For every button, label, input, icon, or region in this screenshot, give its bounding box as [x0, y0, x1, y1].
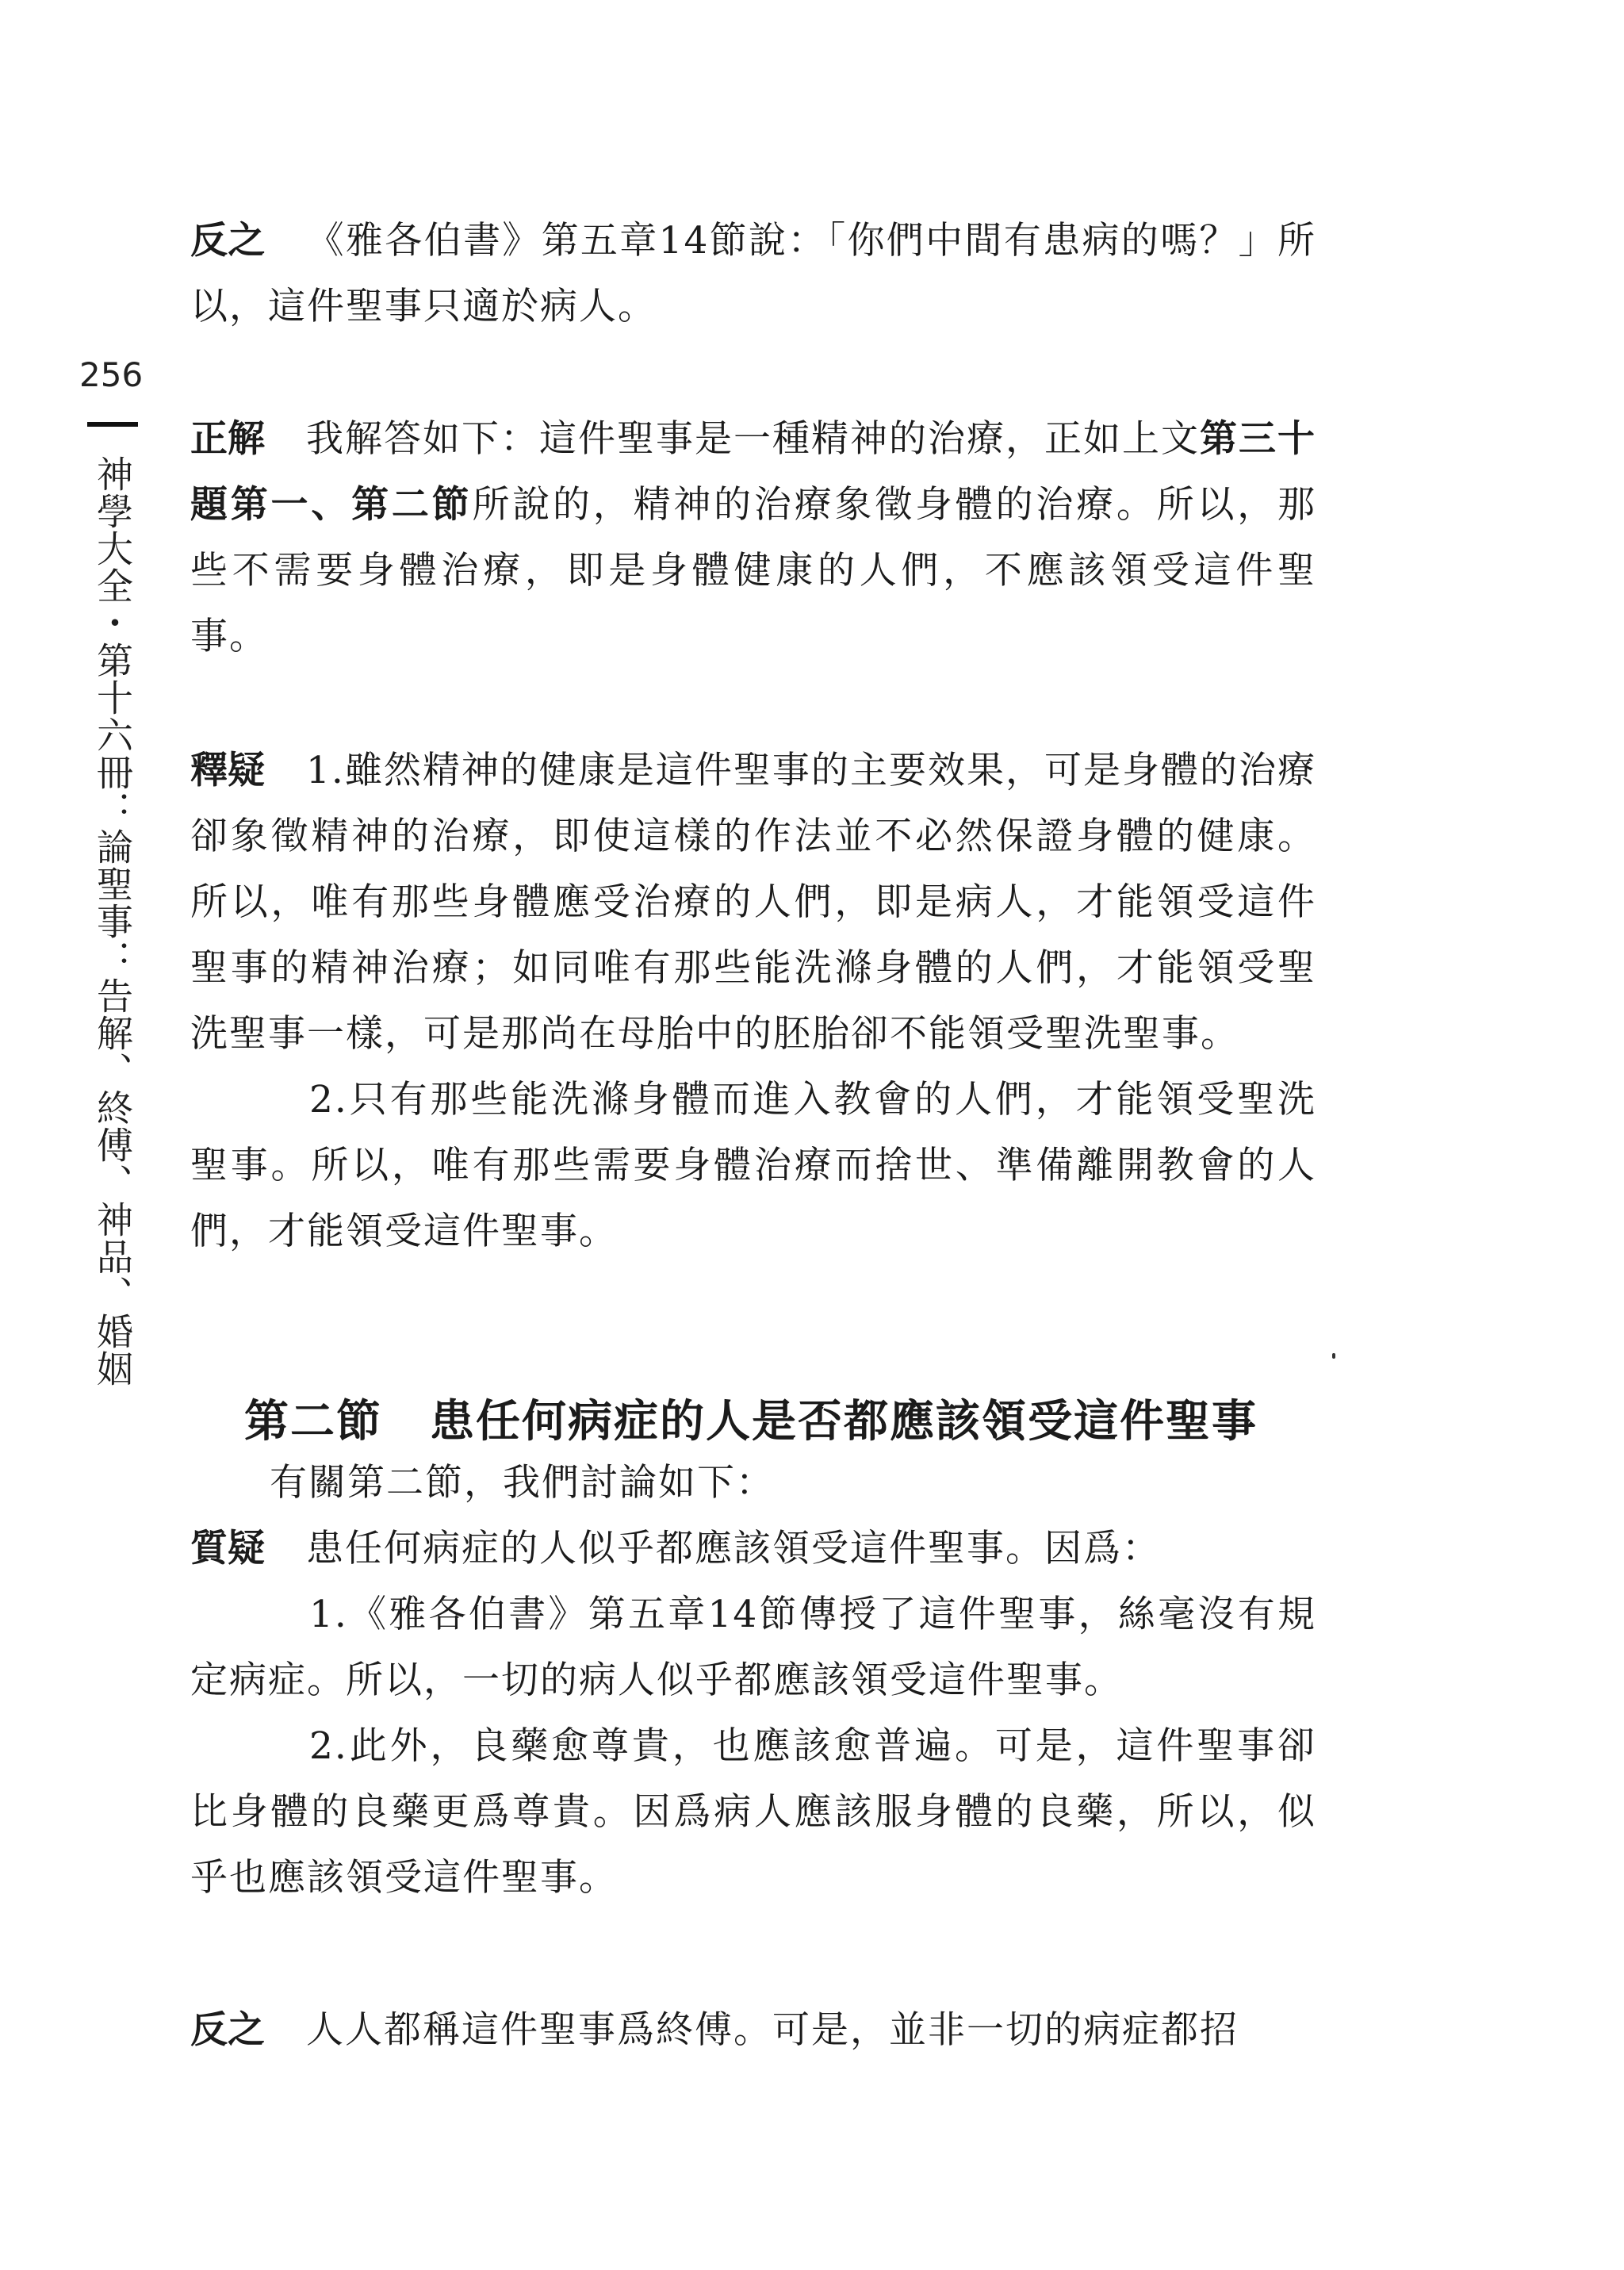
answer-reference: 第三十題第一、第二節 — [190, 417, 1316, 527]
answer-paragraph — [190, 406, 1316, 669]
main-text — [190, 0, 1316, 2270]
contrary-2-label: 反之 — [190, 2008, 265, 2052]
replies-block — [190, 738, 1316, 1264]
margin-sidebar — [0, 0, 159, 2270]
scan-speck — [1332, 1353, 1335, 1359]
reply-2: 2.只有那些能洗滌身體而進入教會的人們，才能領受聖洗聖事。所以，唯有那些需要身體治療而捨世、準備離開教會的人們，才能領受這件聖事。 — [190, 1078, 1316, 1253]
page-number: 256 — [79, 355, 144, 394]
margin-rule — [87, 422, 138, 427]
contrary-text: 《雅各伯書》第五章14節說：「你們中間有患病的嗎？」所以，這件聖事只適於病人。 — [190, 219, 1317, 328]
running-title: 神學大全・第十六冊：論聖事：告解、終傅、神品、婚姻 — [91, 455, 134, 1387]
reply-1-text: 1.雖然精神的健康是這件聖事的主要效果，可是身體的治療卻象徵精神的治療，即使這樣的作法並不必然保證身體的健康。所以，唯有那些身體應受治療的人們，即是病人，才能領受這件聖事的精神治療；如同唯有那些能洗滌身體的人們，才能領受聖洗聖事一樣，可是那尚在母胎中的胚胎卻不能領受聖洗聖事。 — [190, 749, 1317, 1056]
contrary-paragraph-1 — [190, 208, 1316, 339]
article-intro: 有關第二節，我們討論如下： — [270, 1461, 775, 1505]
contrary-2-text: 人人都稱這件聖事爲終傅。可是，並非一切的病症都招 — [306, 2008, 1239, 2052]
answer-text-a: 我解答如下：這件聖事是一種精神的治療，正如上文 — [306, 417, 1200, 461]
objection-paragraph — [190, 1516, 1316, 1582]
article-heading — [190, 1388, 1316, 1455]
objection-1: 1.《雅各伯書》第五章14節傳授了這件聖事，絲毫沒有規定病症。所以，一切的病人似乎都應該領受這件聖事。 — [190, 1593, 1316, 1702]
reply-1 — [190, 738, 1316, 1067]
objection-2: 2.此外，良藥愈尊貴，也應該愈普遍。可是，這件聖事卻比身體的良藥更爲尊貴。因爲病人應該服身體的良藥，所以，似乎也應該領受這件聖事。 — [190, 1724, 1316, 1900]
contrary-paragraph-2 — [190, 1997, 1316, 2063]
contrary-label: 反之 — [190, 219, 266, 263]
article-number: 第二節 — [244, 1395, 382, 1448]
replies-label: 釋疑 — [190, 749, 266, 792]
article-title: 患任何病症的人是否都應該領受這件聖事 — [430, 1395, 1258, 1448]
answer-label: 正解 — [190, 417, 265, 461]
objection-label: 質疑 — [190, 1527, 265, 1570]
objection-text: 患任何病症的人似乎都應該領受這件聖事。因爲： — [306, 1527, 1161, 1570]
article-2-block — [190, 1388, 1316, 1911]
answer-text-b: 所說的，精神的治療象徵身體的治療。所以，那些不需要身體治療，即是身體健康的人們，不應該領受這件聖事。 — [190, 483, 1317, 658]
